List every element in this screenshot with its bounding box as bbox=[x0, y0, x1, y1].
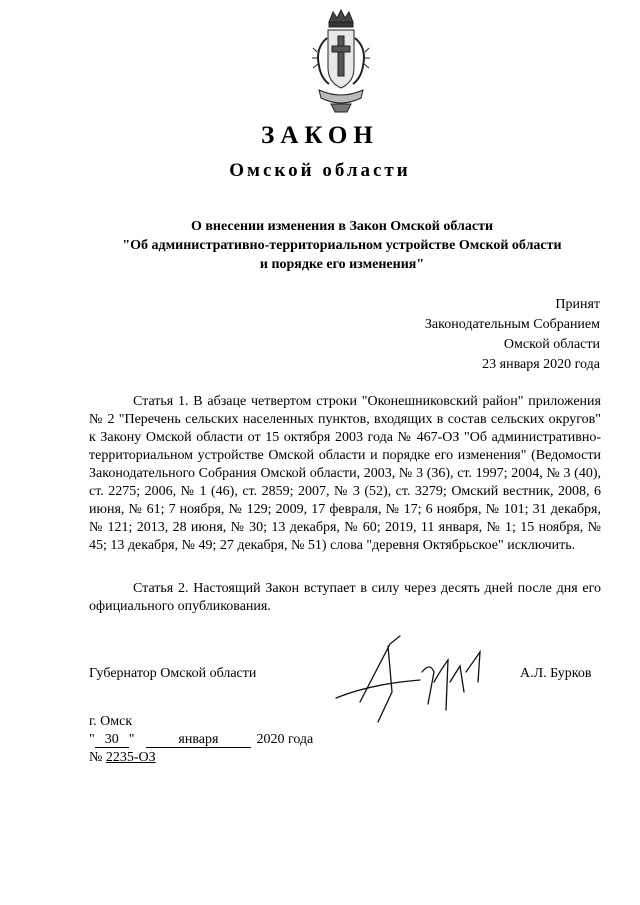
adoption-line: Омской области bbox=[503, 337, 600, 352]
omsk-coat-of-arms-emblem bbox=[311, 8, 371, 114]
quote-close: " bbox=[128, 732, 135, 747]
date-day: 30 bbox=[95, 732, 129, 748]
adoption-line: Принят bbox=[555, 297, 600, 312]
subject-line: О внесении изменения в Закон Омской области bbox=[190, 219, 494, 234]
signatory-name: А.Л. Бурков bbox=[520, 666, 592, 681]
adoption-line: Законодательным Собранием bbox=[424, 317, 600, 332]
subject-line: и порядке его изменения" bbox=[259, 257, 425, 272]
adoption-block bbox=[425, 295, 600, 375]
city: г. Омск bbox=[89, 714, 133, 729]
date-month: января bbox=[146, 732, 251, 748]
region-title: Омской области bbox=[229, 160, 411, 181]
number-prefix: № bbox=[89, 750, 103, 765]
adoption-date: 23 января 2020 года bbox=[482, 357, 600, 372]
law-title: ЗАКОН bbox=[261, 122, 379, 149]
law-subject bbox=[0, 217, 640, 274]
number-value: 2235-ОЗ bbox=[105, 750, 156, 765]
article-1: Статья 1. В абзаце четвертом строки "Оконешниковский район" приложения № 2 "Перечень сельских населенных пунктов, входящих в состав сельских округов" к Закону Омской области от 15 октября 2003 года № 467-ОЗ "Об административно-территориальном устройстве Омской области и порядке его изменения" (Ведомости Законодательного Собрания Омской области, 2003, № 3 (36), ст. 1997; 2004, № 3 (40), ст. 2275; 2006, № 1 (46), ст. 2859; 2007, № 3 (52), ст. 3279; Омский вестник, 2008, 6 июня, № 61; 7 ноября, № 129; 2009, 17 февраля, № 17; 6 ноября, № 101; 31 декабря, № 121; 2013, 28 июня, № 30; 13 декабря, № 60; 2019, 11 января, № 1; 15 ноября, № 45; 13 декабря, № 49; 27 декабря, № 51) слова "деревня Октябрьское" исключить. bbox=[89, 394, 601, 553]
signatory-title: Губернатор Омской области bbox=[89, 666, 257, 681]
article-2: Статья 2. Настоящий Закон вступает в силу через десять дней после дня его официального опубликования. bbox=[89, 581, 601, 614]
place-date-number bbox=[89, 713, 313, 767]
signing-date bbox=[89, 731, 313, 749]
handwritten-signature bbox=[330, 632, 500, 727]
quote-open: " bbox=[89, 732, 95, 747]
subject-line: "Об административно-территориальном устройстве Омской области bbox=[122, 238, 562, 253]
law-number bbox=[89, 749, 313, 767]
date-year: 2020 года bbox=[256, 732, 314, 747]
